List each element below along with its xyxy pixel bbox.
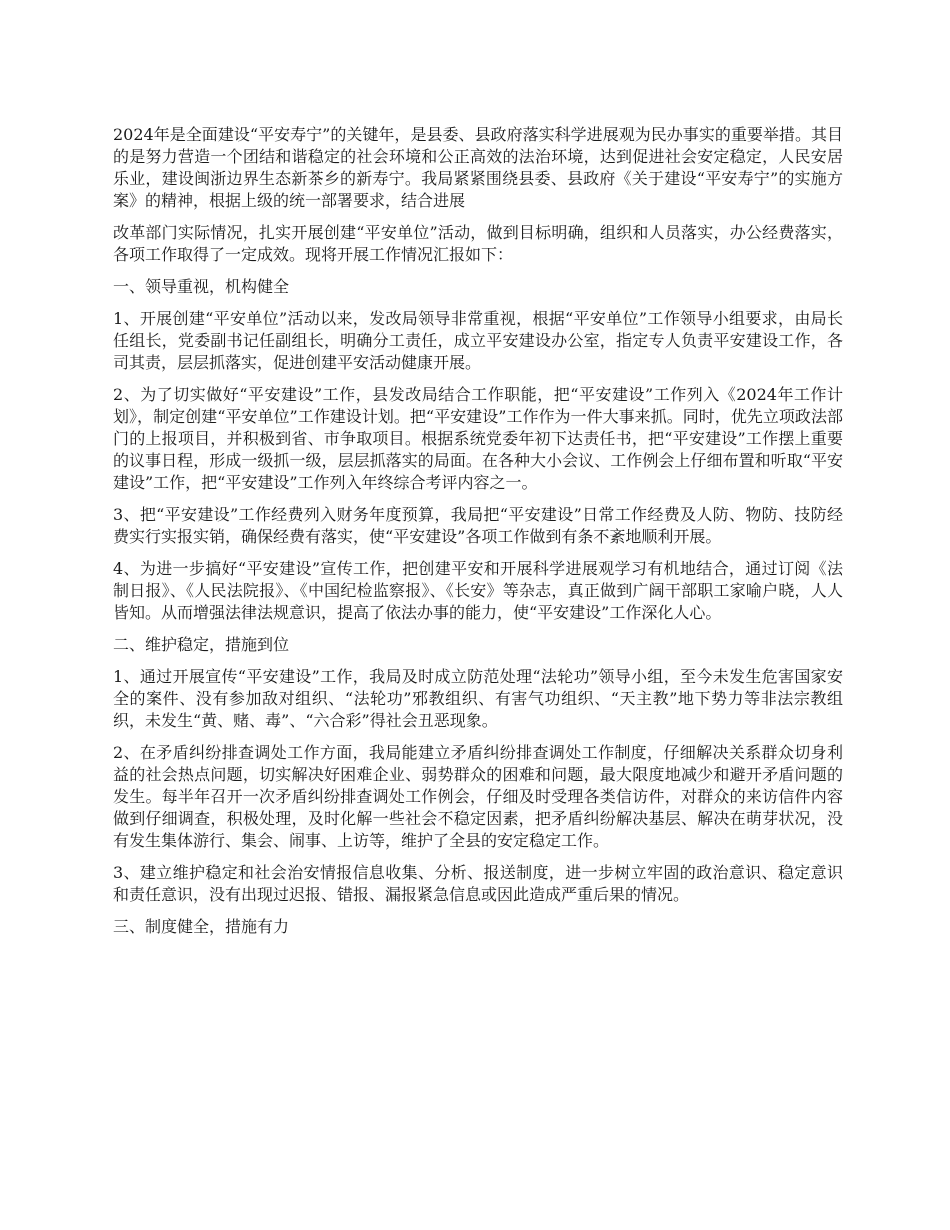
body-paragraph: 4、为进一步搞好“平安建设”宣传工作，把创建平安和开展科学进展观学习有机地结合，通过订阅《法制日报》、《人民法院报》、《中国纪检监察报》、《长安》等杂志，真正做到广阔干部职工家喻户晓，人人皆知。从而增强法律法规意识，提高了依法办事的能力，使“平安建设”工作深化人心。: [113, 559, 843, 622]
body-paragraph: 3、建立维护稳定和社会治安情报信息收集、分析、报送制度，进一步树立牢固的政治意识、稳定意识和责任意识，没有出现过迟报、错报、漏报紧急信息或因此造成严重后果的情况。: [113, 863, 843, 904]
body-paragraph: 3、把“平安建设”工作经费列入财务年度预算，我局把“平安建设”日常工作经费及人防、物防、技防经费实行实报实销，确保经费有落实，使“平安建设”各项工作做到有条不紊地顺利开展。: [113, 505, 843, 546]
body-paragraph: 1、开展创建“平安单位”活动以来，发改局领导非常重视，根据“平安单位”工作领导小组要求，由局长任组长，党委副书记任副组长，明确分工责任，成立平安建设办公室，指定专人负责平安建设工作，各司其责，层层抓落实，促进创建平安活动健康开展。: [113, 309, 843, 372]
document-body: [113, 124, 843, 948]
body-paragraph: 2、为了切实做好“平安建设”工作，县发改局结合工作职能，把“平安建设”工作列入《2024年工作计划》，制定创建“平安单位”工作建设计划。把“平安建设”工作作为一件大事来抓。同时，优先立项政法部门的上报项目，并积极到省、市争取项目。根据系统党委年初下达责任书，把“平安建设”工作摆上重要的议事日程，形成一级抓一级，层层抓落实的局面。在各种大小会议、工作例会上仔细布置和听取“平安建设”工作，把“平安建设”工作列入年终综合考评内容之一。: [113, 385, 843, 492]
body-paragraph: 1、通过开展宣传“平安建设”工作，我局及时成立防范处理“法轮功”领导小组，至今未发生危害国家安全的案件、没有参加敌对组织、“法轮功”邪教组织、有害气功组织、“天主教”地下势力等非法宗教组织，未发生“黄、赌、毒”、“六合彩”得社会丑恶现象。: [113, 667, 843, 730]
section-heading-1: 一、领导重视，机构健全: [113, 277, 290, 296]
body-paragraph: 2、在矛盾纠纷排查调处工作方面，我局能建立矛盾纠纷排查调处工作制度，仔细解决关系群众切身利益的社会热点问题，切实解决好困难企业、弱势群众的困难和问题，最大限度地减少和避开矛盾问题的发生。每半年召开一次矛盾纠纷排查调处工作例会，仔细及时受理各类信访件，对群众的来访信件内容做到仔细调查，积极处理，及时化解一些社会不稳定因素，把矛盾纠纷解决基层、解决在萌芽状况，没有发生集体游行、集会、闹事、上访等，维护了全县的安定稳定工作。: [113, 743, 843, 850]
section-heading-2: 二、维护稳定，措施到位: [113, 635, 290, 654]
intro-paragraph-continued: 改革部门实际情况，扎实开展创建“平安单位”活动，做到目标明确，组织和人员落实，办公经费落实，各项工作取得了一定成效。现将开展工作情况汇报如下：: [113, 223, 843, 264]
section-heading-3: 三、制度健全，措施有力: [113, 917, 290, 936]
intro-paragraph: 2024年是全面建设“平安寿宁”的关键年，是县委、县政府落实科学进展观为民办事实的重要举措。其目的是努力营造一个团结和谐稳定的社会环境和公正高效的法治环境，达到促进社会安定稳定，人民安居乐业，建设闽浙边界生态新茶乡的新寿宁。我局紧紧围绕县委、县政府《关于建设“平安寿宁”的实施方案》的精神，根据上级的统一部署要求，结合进展: [113, 125, 843, 210]
